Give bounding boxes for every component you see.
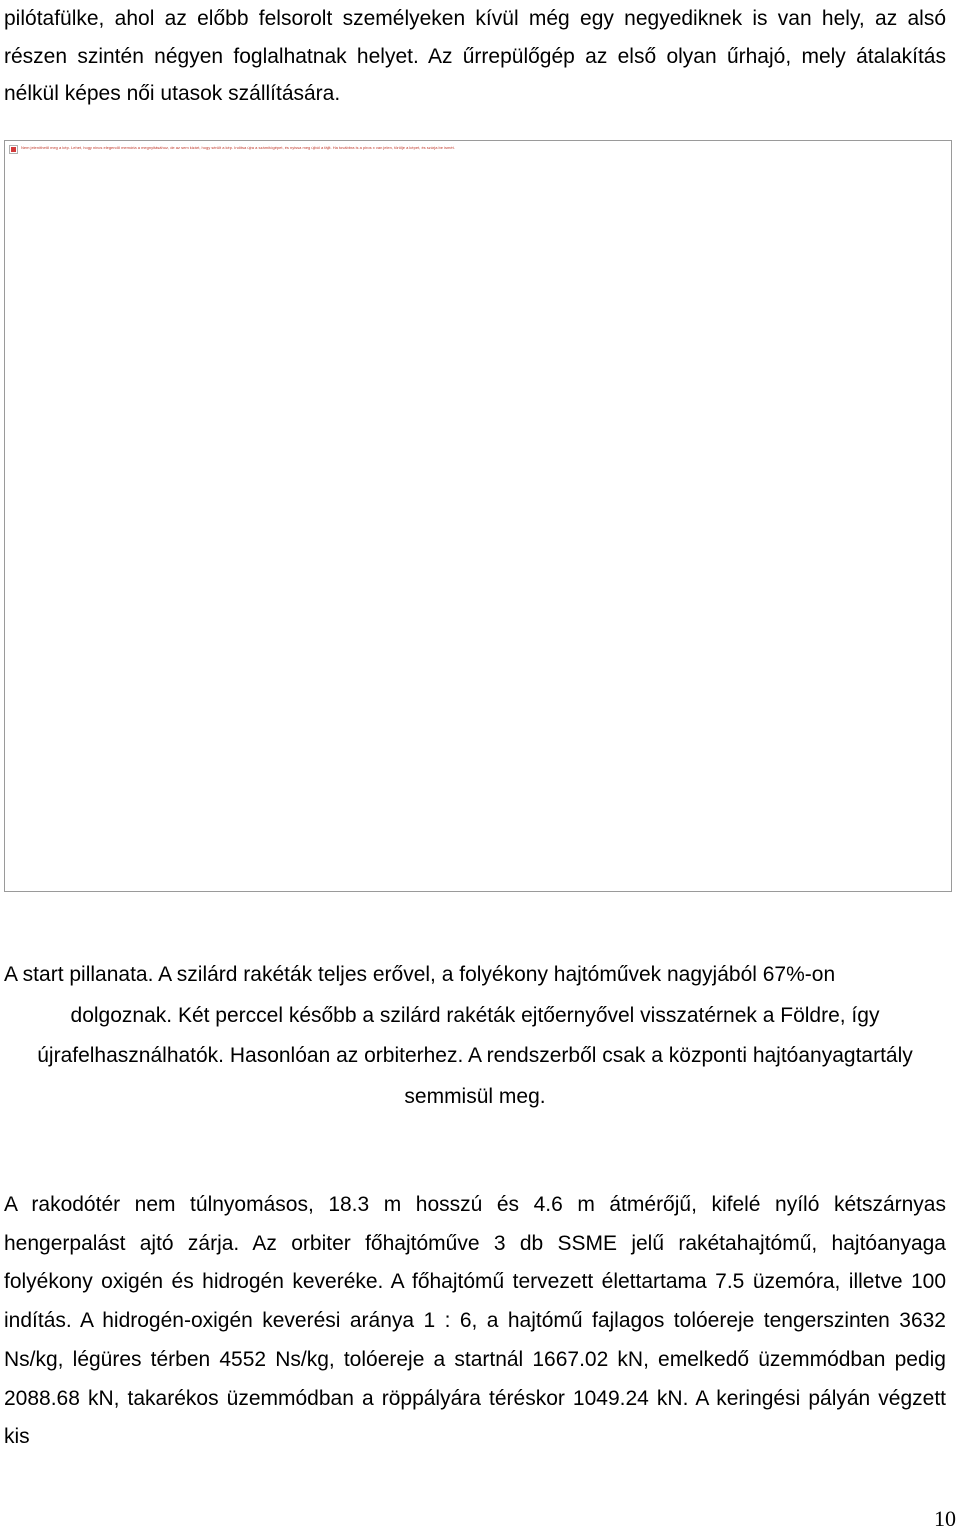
caption-line-1: A start pillanata. A szilárd rakéták teljes erővel, a folyékony hajtóművek nagyjából 67%-on	[4, 963, 836, 986]
broken-image-message: Nem jeleníthető meg a kép. Lehet, hogy nincs elegendő memória a megnyitásához, de az sem kizárt, hogy sérült a kép. Indítsa újra a számítógépet, és nyissa meg újból a fájlt. Ha továbbra is a piros x van jelen, törölje a képet, és szúrja be ismét.	[21, 145, 455, 150]
image-caption	[4, 955, 946, 1117]
page-number: 10	[934, 1506, 956, 1531]
broken-image-icon	[9, 145, 18, 154]
intro-paragraph: pilótafülke, ahol az előbb felsorolt személyeken kívül még egy negyediknek is van hely, az alsó részen szintén négyen foglalhatnak helyet. Az űrrepülőgép az első olyan űrhajó, mely átalakítás nélkül képes női utasok szállítására.	[4, 7, 946, 105]
body-paragraph: A rakodótér nem túlnyomásos, 18.3 m hosszú és 4.6 m átmérőjű, kifelé nyíló kétszárnyas hengerpalást ajtó zárja. Az orbiter főhajtóműve 3 db SSME jelű rakétahajtómű, hajtóanyaga folyékony oxigén és hidrogén keveréke. A főhajtómű tervezett élettartama 7.5 üzemóra, illetve 100 indítás. A hidrogén-oxigén keverési aránya 1 : 6, a hajtómű fajlagos tolóereje tengerszinten 3632 Ns/kg, légüres térben 4552 Ns/kg, tolóereje a startnál 1667.02 kN, emelkedő üzemmódban pedig 2088.68 kN, takarékos üzemmódban a röppályára téréskor 1049.24 kN. A keringési pályán végzett kis	[4, 1193, 946, 1449]
broken-image-frame	[4, 140, 952, 892]
caption-rest: dolgoznak. Két perccel később a szilárd rakéták ejtőernyővel visszatérnek a Földre, így újrafelhasználhatók. Hasonlóan az orbiterhez. A rendszerből csak a központi hajtóanyagtartály semmisül meg.	[37, 1003, 913, 1108]
